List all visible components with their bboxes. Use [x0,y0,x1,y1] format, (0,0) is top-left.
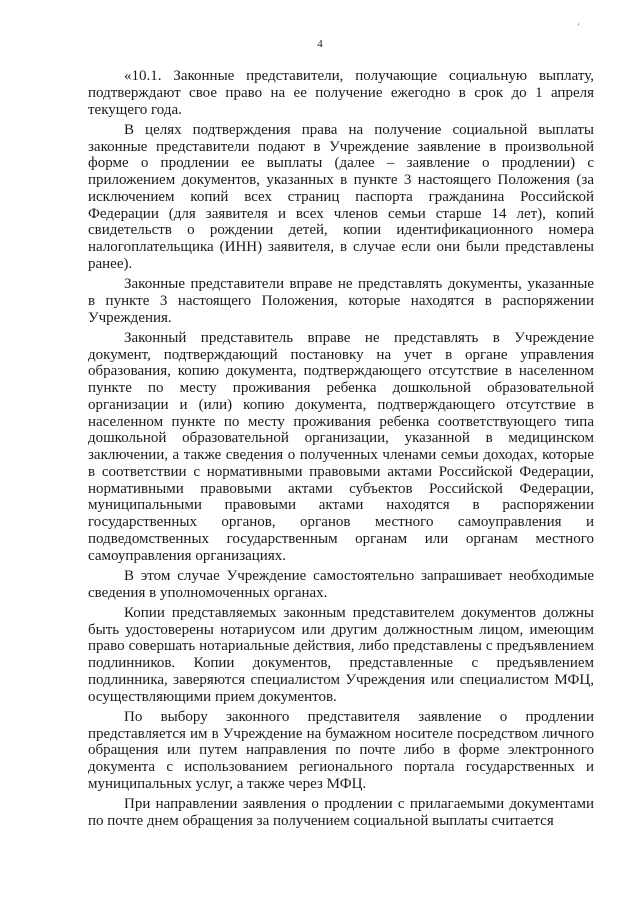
paragraph-copies-certification: Копии представляемых законным представителем документов должны быть удостоверены нотариусом или другим должностным лицом, имеющим право совершать нотариальные действия, либо представлены с предъявлением подлинников. Копии документов, представленные с предъявлением подлинника, заверяются специалистом Учреждения или специалистом МФЦ, осуществляющими прием документов. [88,604,594,705]
paragraph-submission-method: По выбору законного представителя заявление о продлении представляется им в Учреждение на бумажном носителе посредством личного обращения или путем направления по почте либо в форме электронного документа с использованием регионального портала государственных и муниципальных услуг, а также через МФЦ. [88,708,594,792]
paragraph-institution-requests: В этом случае Учреждение самостоятельно запрашивает необходимые сведения в уполномоченных органах. [88,567,594,601]
document-body [88,68,594,830]
corner-mark: ' [578,22,580,32]
paragraph-confirmation-documents: В целях подтверждения права на получение социальной выплаты законные представители подают в Учреждение заявление в произвольной форме о продлении ее выплаты (далее – заявление о продлении) с приложением документов, указанных в пункте 3 настоящего Положения (за исключением копий всех страниц паспорта гражданина Российской Федерации (для заявителя и всех членов семьи старше 14 лет), копий свидетельств о рождении детей, копии идентификационного номера налогоплательщика (ИНН) заявителя, в случае если они были представлены ранее). [88,121,594,272]
paragraph-10-1: «10.1. Законные представители, получающие социальную выплату, подтверждают свое право на ее получение ежегодно в срок до 1 апреля текущего года. [88,68,594,118]
paragraph-postal-submission: При направлении заявления о продлении с прилагаемыми документами по почте днем обращения за получением социальной выплаты считается [88,796,594,829]
paragraph-not-required-documents: Законные представители вправе не представлять документы, указанные в пункте 3 настоящего Положения, которые находятся в распоряжении Учреждения. [88,276,594,326]
paragraph-optional-documents: Законный представитель вправе не представлять в Учреждение документ, подтверждающий постановку на учет в органе управления образования, копию документа, подтверждающего отсутствие в населенном пункте по месту проживания ребенка дошкольной образовательной организации и (или) копию документа, подтверждающего отсутствие в населенном пункте по месту проживания ребенка соответствующего типа дошкольной образовательной организации, указанной в медицинском заключении, а также сведения о полученных членами семьи доходах, которые в соответствии с нормативными правовыми актами Российской Федерации, нормативными правовыми актами субъектов Российской Федерации, муниципальными правовыми актами находятся в распоряжении государственных органов, органов местного самоуправления и подведомственных государственным органам или органам местного самоуправления организациях. [88,329,594,564]
page-number: 4 [317,38,323,50]
